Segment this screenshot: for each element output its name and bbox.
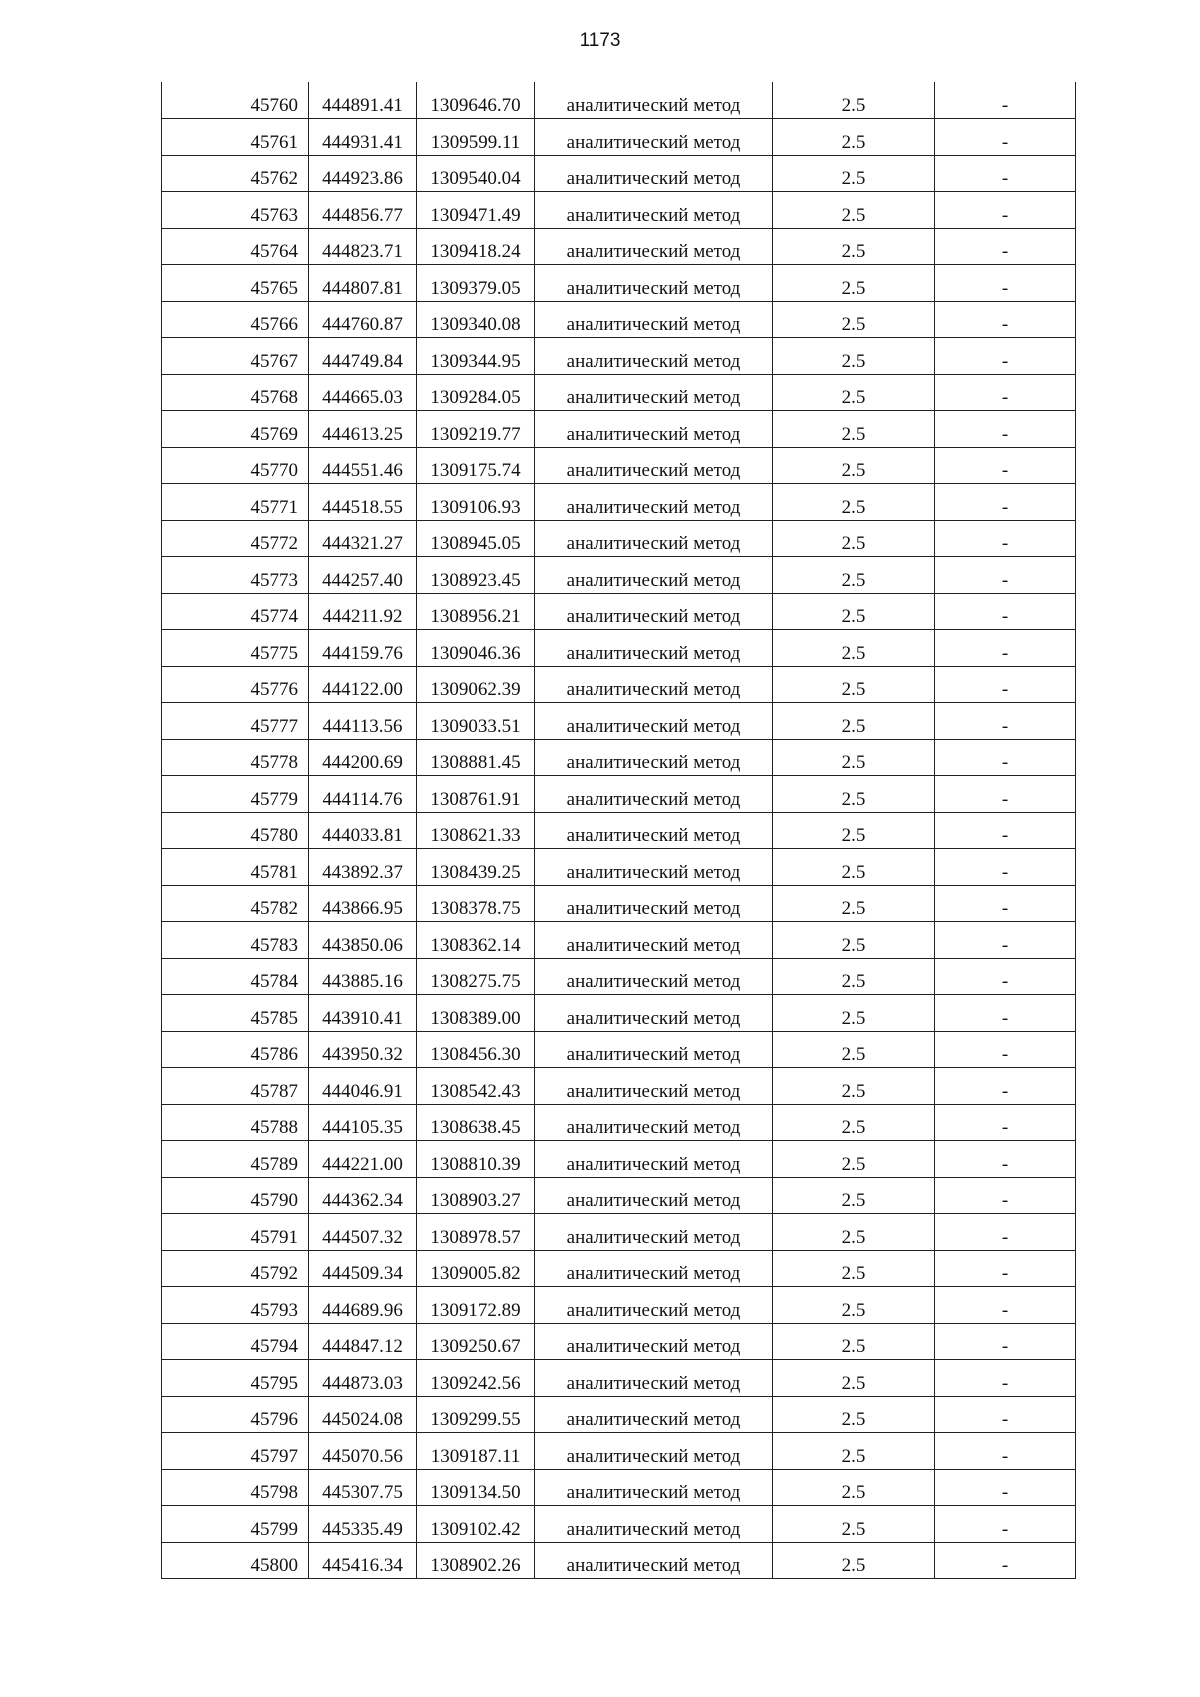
point-number-cell: 45781	[162, 849, 309, 886]
point-number-cell: 45800	[162, 1542, 309, 1579]
accuracy-cell: 2.5	[773, 119, 935, 156]
accuracy-cell: 2.5	[773, 484, 935, 521]
table-row	[162, 1068, 1076, 1105]
method-cell: аналитический метод	[535, 155, 773, 192]
point-number-cell: 45766	[162, 301, 309, 338]
x-coordinate-cell: 444749.84	[309, 338, 417, 375]
method-cell: аналитический метод	[535, 301, 773, 338]
method-cell: аналитический метод	[535, 1469, 773, 1506]
accuracy-cell: 2.5	[773, 1542, 935, 1579]
note-cell: -	[935, 849, 1076, 886]
point-number-cell: 45798	[162, 1469, 309, 1506]
method-cell: аналитический метод	[535, 958, 773, 995]
point-number-cell: 45775	[162, 630, 309, 667]
note-cell: -	[935, 1323, 1076, 1360]
note-cell: -	[935, 155, 1076, 192]
note-cell: -	[935, 484, 1076, 521]
point-number-cell: 45762	[162, 155, 309, 192]
y-coordinate-cell: 1308945.05	[417, 520, 535, 557]
x-coordinate-cell: 444923.86	[309, 155, 417, 192]
method-cell: аналитический метод	[535, 192, 773, 229]
table-row	[162, 1506, 1076, 1543]
accuracy-cell: 2.5	[773, 1287, 935, 1324]
accuracy-cell: 2.5	[773, 82, 935, 119]
y-coordinate-cell: 1309418.24	[417, 228, 535, 265]
method-cell: аналитический метод	[535, 447, 773, 484]
accuracy-cell: 2.5	[773, 958, 935, 995]
x-coordinate-cell: 444321.27	[309, 520, 417, 557]
method-cell: аналитический метод	[535, 1323, 773, 1360]
method-cell: аналитический метод	[535, 1542, 773, 1579]
note-cell: -	[935, 995, 1076, 1032]
x-coordinate-cell: 444122.00	[309, 666, 417, 703]
table-row	[162, 1396, 1076, 1433]
method-cell: аналитический метод	[535, 82, 773, 119]
x-coordinate-cell: 445070.56	[309, 1433, 417, 1470]
table-row	[162, 192, 1076, 229]
point-number-cell: 45785	[162, 995, 309, 1032]
note-cell: -	[935, 1068, 1076, 1105]
point-number-cell: 45776	[162, 666, 309, 703]
method-cell: аналитический метод	[535, 1031, 773, 1068]
x-coordinate-cell: 444221.00	[309, 1141, 417, 1178]
point-number-cell: 45778	[162, 739, 309, 776]
accuracy-cell: 2.5	[773, 192, 935, 229]
table-row	[162, 922, 1076, 959]
point-number-cell: 45792	[162, 1250, 309, 1287]
point-number-cell: 45760	[162, 82, 309, 119]
point-number-cell: 45767	[162, 338, 309, 375]
note-cell: -	[935, 374, 1076, 411]
y-coordinate-cell: 1309102.42	[417, 1506, 535, 1543]
x-coordinate-cell: 444159.76	[309, 630, 417, 667]
table-row	[162, 228, 1076, 265]
accuracy-cell: 2.5	[773, 739, 935, 776]
table-row	[162, 1031, 1076, 1068]
method-cell: аналитический метод	[535, 557, 773, 594]
method-cell: аналитический метод	[535, 1396, 773, 1433]
accuracy-cell: 2.5	[773, 922, 935, 959]
y-coordinate-cell: 1309106.93	[417, 484, 535, 521]
method-cell: аналитический метод	[535, 1141, 773, 1178]
accuracy-cell: 2.5	[773, 849, 935, 886]
accuracy-cell: 2.5	[773, 1031, 935, 1068]
note-cell: -	[935, 1031, 1076, 1068]
note-cell: -	[935, 1141, 1076, 1178]
point-number-cell: 45786	[162, 1031, 309, 1068]
page-number: 1173	[579, 30, 621, 51]
x-coordinate-cell: 444211.92	[309, 593, 417, 630]
y-coordinate-cell: 1309175.74	[417, 447, 535, 484]
y-coordinate-cell: 1309033.51	[417, 703, 535, 740]
point-number-cell: 45794	[162, 1323, 309, 1360]
x-coordinate-cell: 444033.81	[309, 812, 417, 849]
method-cell: аналитический метод	[535, 228, 773, 265]
note-cell: -	[935, 1506, 1076, 1543]
y-coordinate-cell: 1308978.57	[417, 1214, 535, 1251]
x-coordinate-cell: 444200.69	[309, 739, 417, 776]
method-cell: аналитический метод	[535, 1433, 773, 1470]
point-number-cell: 45777	[162, 703, 309, 740]
note-cell: -	[935, 228, 1076, 265]
x-coordinate-cell: 444823.71	[309, 228, 417, 265]
y-coordinate-cell: 1309134.50	[417, 1469, 535, 1506]
method-cell: аналитический метод	[535, 484, 773, 521]
method-cell: аналитический метод	[535, 885, 773, 922]
x-coordinate-cell: 444046.91	[309, 1068, 417, 1105]
method-cell: аналитический метод	[535, 776, 773, 813]
note-cell: -	[935, 958, 1076, 995]
note-cell: -	[935, 447, 1076, 484]
point-number-cell: 45789	[162, 1141, 309, 1178]
x-coordinate-cell: 444689.96	[309, 1287, 417, 1324]
accuracy-cell: 2.5	[773, 593, 935, 630]
point-number-cell: 45790	[162, 1177, 309, 1214]
x-coordinate-cell: 444807.81	[309, 265, 417, 302]
y-coordinate-cell: 1309340.08	[417, 301, 535, 338]
accuracy-cell: 2.5	[773, 557, 935, 594]
table-row	[162, 374, 1076, 411]
table-row	[162, 411, 1076, 448]
method-cell: аналитический метод	[535, 1250, 773, 1287]
y-coordinate-cell: 1308621.33	[417, 812, 535, 849]
accuracy-cell: 2.5	[773, 411, 935, 448]
table-row	[162, 849, 1076, 886]
point-number-cell: 45787	[162, 1068, 309, 1105]
table-row	[162, 484, 1076, 521]
y-coordinate-cell: 1309344.95	[417, 338, 535, 375]
accuracy-cell: 2.5	[773, 1177, 935, 1214]
accuracy-cell: 2.5	[773, 1104, 935, 1141]
y-coordinate-cell: 1308810.39	[417, 1141, 535, 1178]
x-coordinate-cell: 444362.34	[309, 1177, 417, 1214]
accuracy-cell: 2.5	[773, 666, 935, 703]
table-row	[162, 1104, 1076, 1141]
coordinates-table-body	[162, 82, 1076, 1579]
y-coordinate-cell: 1308881.45	[417, 739, 535, 776]
accuracy-cell: 2.5	[773, 447, 935, 484]
accuracy-cell: 2.5	[773, 630, 935, 667]
method-cell: аналитический метод	[535, 1214, 773, 1251]
x-coordinate-cell: 444551.46	[309, 447, 417, 484]
method-cell: аналитический метод	[535, 1287, 773, 1324]
table-row	[162, 739, 1076, 776]
y-coordinate-cell: 1309284.05	[417, 374, 535, 411]
method-cell: аналитический метод	[535, 374, 773, 411]
table-row	[162, 1141, 1076, 1178]
y-coordinate-cell: 1309379.05	[417, 265, 535, 302]
y-coordinate-cell: 1309219.77	[417, 411, 535, 448]
accuracy-cell: 2.5	[773, 1141, 935, 1178]
table-row	[162, 593, 1076, 630]
method-cell: аналитический метод	[535, 338, 773, 375]
point-number-cell: 45791	[162, 1214, 309, 1251]
note-cell: -	[935, 703, 1076, 740]
x-coordinate-cell: 443866.95	[309, 885, 417, 922]
accuracy-cell: 2.5	[773, 1214, 935, 1251]
table-row	[162, 1323, 1076, 1360]
y-coordinate-cell: 1308923.45	[417, 557, 535, 594]
point-number-cell: 45769	[162, 411, 309, 448]
method-cell: аналитический метод	[535, 1104, 773, 1141]
x-coordinate-cell: 444891.41	[309, 82, 417, 119]
x-coordinate-cell: 444105.35	[309, 1104, 417, 1141]
point-number-cell: 45796	[162, 1396, 309, 1433]
table-row	[162, 995, 1076, 1032]
method-cell: аналитический метод	[535, 812, 773, 849]
method-cell: аналитический метод	[535, 703, 773, 740]
note-cell: -	[935, 82, 1076, 119]
table-row	[162, 885, 1076, 922]
method-cell: аналитический метод	[535, 1177, 773, 1214]
note-cell: -	[935, 1250, 1076, 1287]
table-row	[162, 630, 1076, 667]
accuracy-cell: 2.5	[773, 995, 935, 1032]
table-row	[162, 1433, 1076, 1470]
point-number-cell: 45770	[162, 447, 309, 484]
note-cell: -	[935, 338, 1076, 375]
x-coordinate-cell: 444613.25	[309, 411, 417, 448]
accuracy-cell: 2.5	[773, 338, 935, 375]
note-cell: -	[935, 1360, 1076, 1397]
point-number-cell: 45761	[162, 119, 309, 156]
y-coordinate-cell: 1309471.49	[417, 192, 535, 229]
table-row	[162, 1287, 1076, 1324]
accuracy-cell: 2.5	[773, 703, 935, 740]
point-number-cell: 45799	[162, 1506, 309, 1543]
point-number-cell: 45793	[162, 1287, 309, 1324]
x-coordinate-cell: 444856.77	[309, 192, 417, 229]
accuracy-cell: 2.5	[773, 776, 935, 813]
note-cell: -	[935, 739, 1076, 776]
method-cell: аналитический метод	[535, 666, 773, 703]
point-number-cell: 45773	[162, 557, 309, 594]
y-coordinate-cell: 1308956.21	[417, 593, 535, 630]
x-coordinate-cell: 444873.03	[309, 1360, 417, 1397]
x-coordinate-cell: 445335.49	[309, 1506, 417, 1543]
note-cell: -	[935, 1433, 1076, 1470]
x-coordinate-cell: 443885.16	[309, 958, 417, 995]
point-number-cell: 45774	[162, 593, 309, 630]
method-cell: аналитический метод	[535, 630, 773, 667]
y-coordinate-cell: 1308902.26	[417, 1542, 535, 1579]
accuracy-cell: 2.5	[773, 1433, 935, 1470]
table-row	[162, 155, 1076, 192]
note-cell: -	[935, 1104, 1076, 1141]
note-cell: -	[935, 557, 1076, 594]
y-coordinate-cell: 1309540.04	[417, 155, 535, 192]
method-cell: аналитический метод	[535, 849, 773, 886]
y-coordinate-cell: 1309646.70	[417, 82, 535, 119]
y-coordinate-cell: 1308542.43	[417, 1068, 535, 1105]
note-cell: -	[935, 192, 1076, 229]
table-row	[162, 958, 1076, 995]
x-coordinate-cell: 444113.56	[309, 703, 417, 740]
point-number-cell: 45763	[162, 192, 309, 229]
table-row	[162, 447, 1076, 484]
x-coordinate-cell: 443910.41	[309, 995, 417, 1032]
x-coordinate-cell: 445307.75	[309, 1469, 417, 1506]
method-cell: аналитический метод	[535, 1068, 773, 1105]
point-number-cell: 45783	[162, 922, 309, 959]
y-coordinate-cell: 1309046.36	[417, 630, 535, 667]
note-cell: -	[935, 885, 1076, 922]
accuracy-cell: 2.5	[773, 228, 935, 265]
note-cell: -	[935, 1177, 1076, 1214]
y-coordinate-cell: 1309299.55	[417, 1396, 535, 1433]
y-coordinate-cell: 1309599.11	[417, 119, 535, 156]
x-coordinate-cell: 443850.06	[309, 922, 417, 959]
note-cell: -	[935, 776, 1076, 813]
table-row	[162, 1469, 1076, 1506]
accuracy-cell: 2.5	[773, 1396, 935, 1433]
accuracy-cell: 2.5	[773, 1250, 935, 1287]
point-number-cell: 45788	[162, 1104, 309, 1141]
table-row	[162, 1214, 1076, 1251]
note-cell: -	[935, 1214, 1076, 1251]
y-coordinate-cell: 1308638.45	[417, 1104, 535, 1141]
x-coordinate-cell: 444931.41	[309, 119, 417, 156]
point-number-cell: 45782	[162, 885, 309, 922]
accuracy-cell: 2.5	[773, 1506, 935, 1543]
note-cell: -	[935, 411, 1076, 448]
table-row	[162, 520, 1076, 557]
x-coordinate-cell: 444507.32	[309, 1214, 417, 1251]
accuracy-cell: 2.5	[773, 301, 935, 338]
note-cell: -	[935, 1542, 1076, 1579]
y-coordinate-cell: 1308389.00	[417, 995, 535, 1032]
y-coordinate-cell: 1309250.67	[417, 1323, 535, 1360]
y-coordinate-cell: 1308439.25	[417, 849, 535, 886]
point-number-cell: 45764	[162, 228, 309, 265]
note-cell: -	[935, 1287, 1076, 1324]
x-coordinate-cell: 445024.08	[309, 1396, 417, 1433]
method-cell: аналитический метод	[535, 520, 773, 557]
table-row	[162, 776, 1076, 813]
x-coordinate-cell: 445416.34	[309, 1542, 417, 1579]
x-coordinate-cell: 443892.37	[309, 849, 417, 886]
y-coordinate-cell: 1308903.27	[417, 1177, 535, 1214]
note-cell: -	[935, 119, 1076, 156]
x-coordinate-cell: 444847.12	[309, 1323, 417, 1360]
accuracy-cell: 2.5	[773, 1469, 935, 1506]
table-row	[162, 557, 1076, 594]
method-cell: аналитический метод	[535, 922, 773, 959]
point-number-cell: 45772	[162, 520, 309, 557]
y-coordinate-cell: 1308761.91	[417, 776, 535, 813]
note-cell: -	[935, 1396, 1076, 1433]
table-row	[162, 1177, 1076, 1214]
method-cell: аналитический метод	[535, 1506, 773, 1543]
table-row	[162, 703, 1076, 740]
table-row	[162, 1542, 1076, 1579]
x-coordinate-cell: 444257.40	[309, 557, 417, 594]
point-number-cell: 45784	[162, 958, 309, 995]
y-coordinate-cell: 1309187.11	[417, 1433, 535, 1470]
table-row	[162, 119, 1076, 156]
point-number-cell: 45765	[162, 265, 309, 302]
method-cell: аналитический метод	[535, 739, 773, 776]
table-row	[162, 82, 1076, 119]
accuracy-cell: 2.5	[773, 265, 935, 302]
point-number-cell: 45771	[162, 484, 309, 521]
accuracy-cell: 2.5	[773, 885, 935, 922]
x-coordinate-cell: 444114.76	[309, 776, 417, 813]
method-cell: аналитический метод	[535, 593, 773, 630]
note-cell: -	[935, 265, 1076, 302]
y-coordinate-cell: 1309005.82	[417, 1250, 535, 1287]
y-coordinate-cell: 1309242.56	[417, 1360, 535, 1397]
y-coordinate-cell: 1308275.75	[417, 958, 535, 995]
x-coordinate-cell: 444665.03	[309, 374, 417, 411]
method-cell: аналитический метод	[535, 265, 773, 302]
note-cell: -	[935, 520, 1076, 557]
table-row	[162, 265, 1076, 302]
note-cell: -	[935, 922, 1076, 959]
y-coordinate-cell: 1308378.75	[417, 885, 535, 922]
table-row	[162, 1360, 1076, 1397]
point-number-cell: 45797	[162, 1433, 309, 1470]
point-number-cell: 45795	[162, 1360, 309, 1397]
accuracy-cell: 2.5	[773, 812, 935, 849]
accuracy-cell: 2.5	[773, 1360, 935, 1397]
note-cell: -	[935, 1469, 1076, 1506]
y-coordinate-cell: 1309172.89	[417, 1287, 535, 1324]
method-cell: аналитический метод	[535, 119, 773, 156]
method-cell: аналитический метод	[535, 1360, 773, 1397]
table-row	[162, 666, 1076, 703]
x-coordinate-cell: 444760.87	[309, 301, 417, 338]
table-row	[162, 301, 1076, 338]
point-number-cell: 45780	[162, 812, 309, 849]
note-cell: -	[935, 630, 1076, 667]
table-row	[162, 812, 1076, 849]
accuracy-cell: 2.5	[773, 1068, 935, 1105]
note-cell: -	[935, 301, 1076, 338]
point-number-cell: 45768	[162, 374, 309, 411]
y-coordinate-cell: 1309062.39	[417, 666, 535, 703]
y-coordinate-cell: 1308456.30	[417, 1031, 535, 1068]
accuracy-cell: 2.5	[773, 520, 935, 557]
x-coordinate-cell: 444518.55	[309, 484, 417, 521]
note-cell: -	[935, 593, 1076, 630]
accuracy-cell: 2.5	[773, 374, 935, 411]
point-number-cell: 45779	[162, 776, 309, 813]
x-coordinate-cell: 443950.32	[309, 1031, 417, 1068]
table-row	[162, 338, 1076, 375]
note-cell: -	[935, 666, 1076, 703]
x-coordinate-cell: 444509.34	[309, 1250, 417, 1287]
y-coordinate-cell: 1308362.14	[417, 922, 535, 959]
note-cell: -	[935, 812, 1076, 849]
method-cell: аналитический метод	[535, 411, 773, 448]
table-row	[162, 1250, 1076, 1287]
coordinates-table	[161, 82, 1076, 1579]
accuracy-cell: 2.5	[773, 1323, 935, 1360]
method-cell: аналитический метод	[535, 995, 773, 1032]
accuracy-cell: 2.5	[773, 155, 935, 192]
